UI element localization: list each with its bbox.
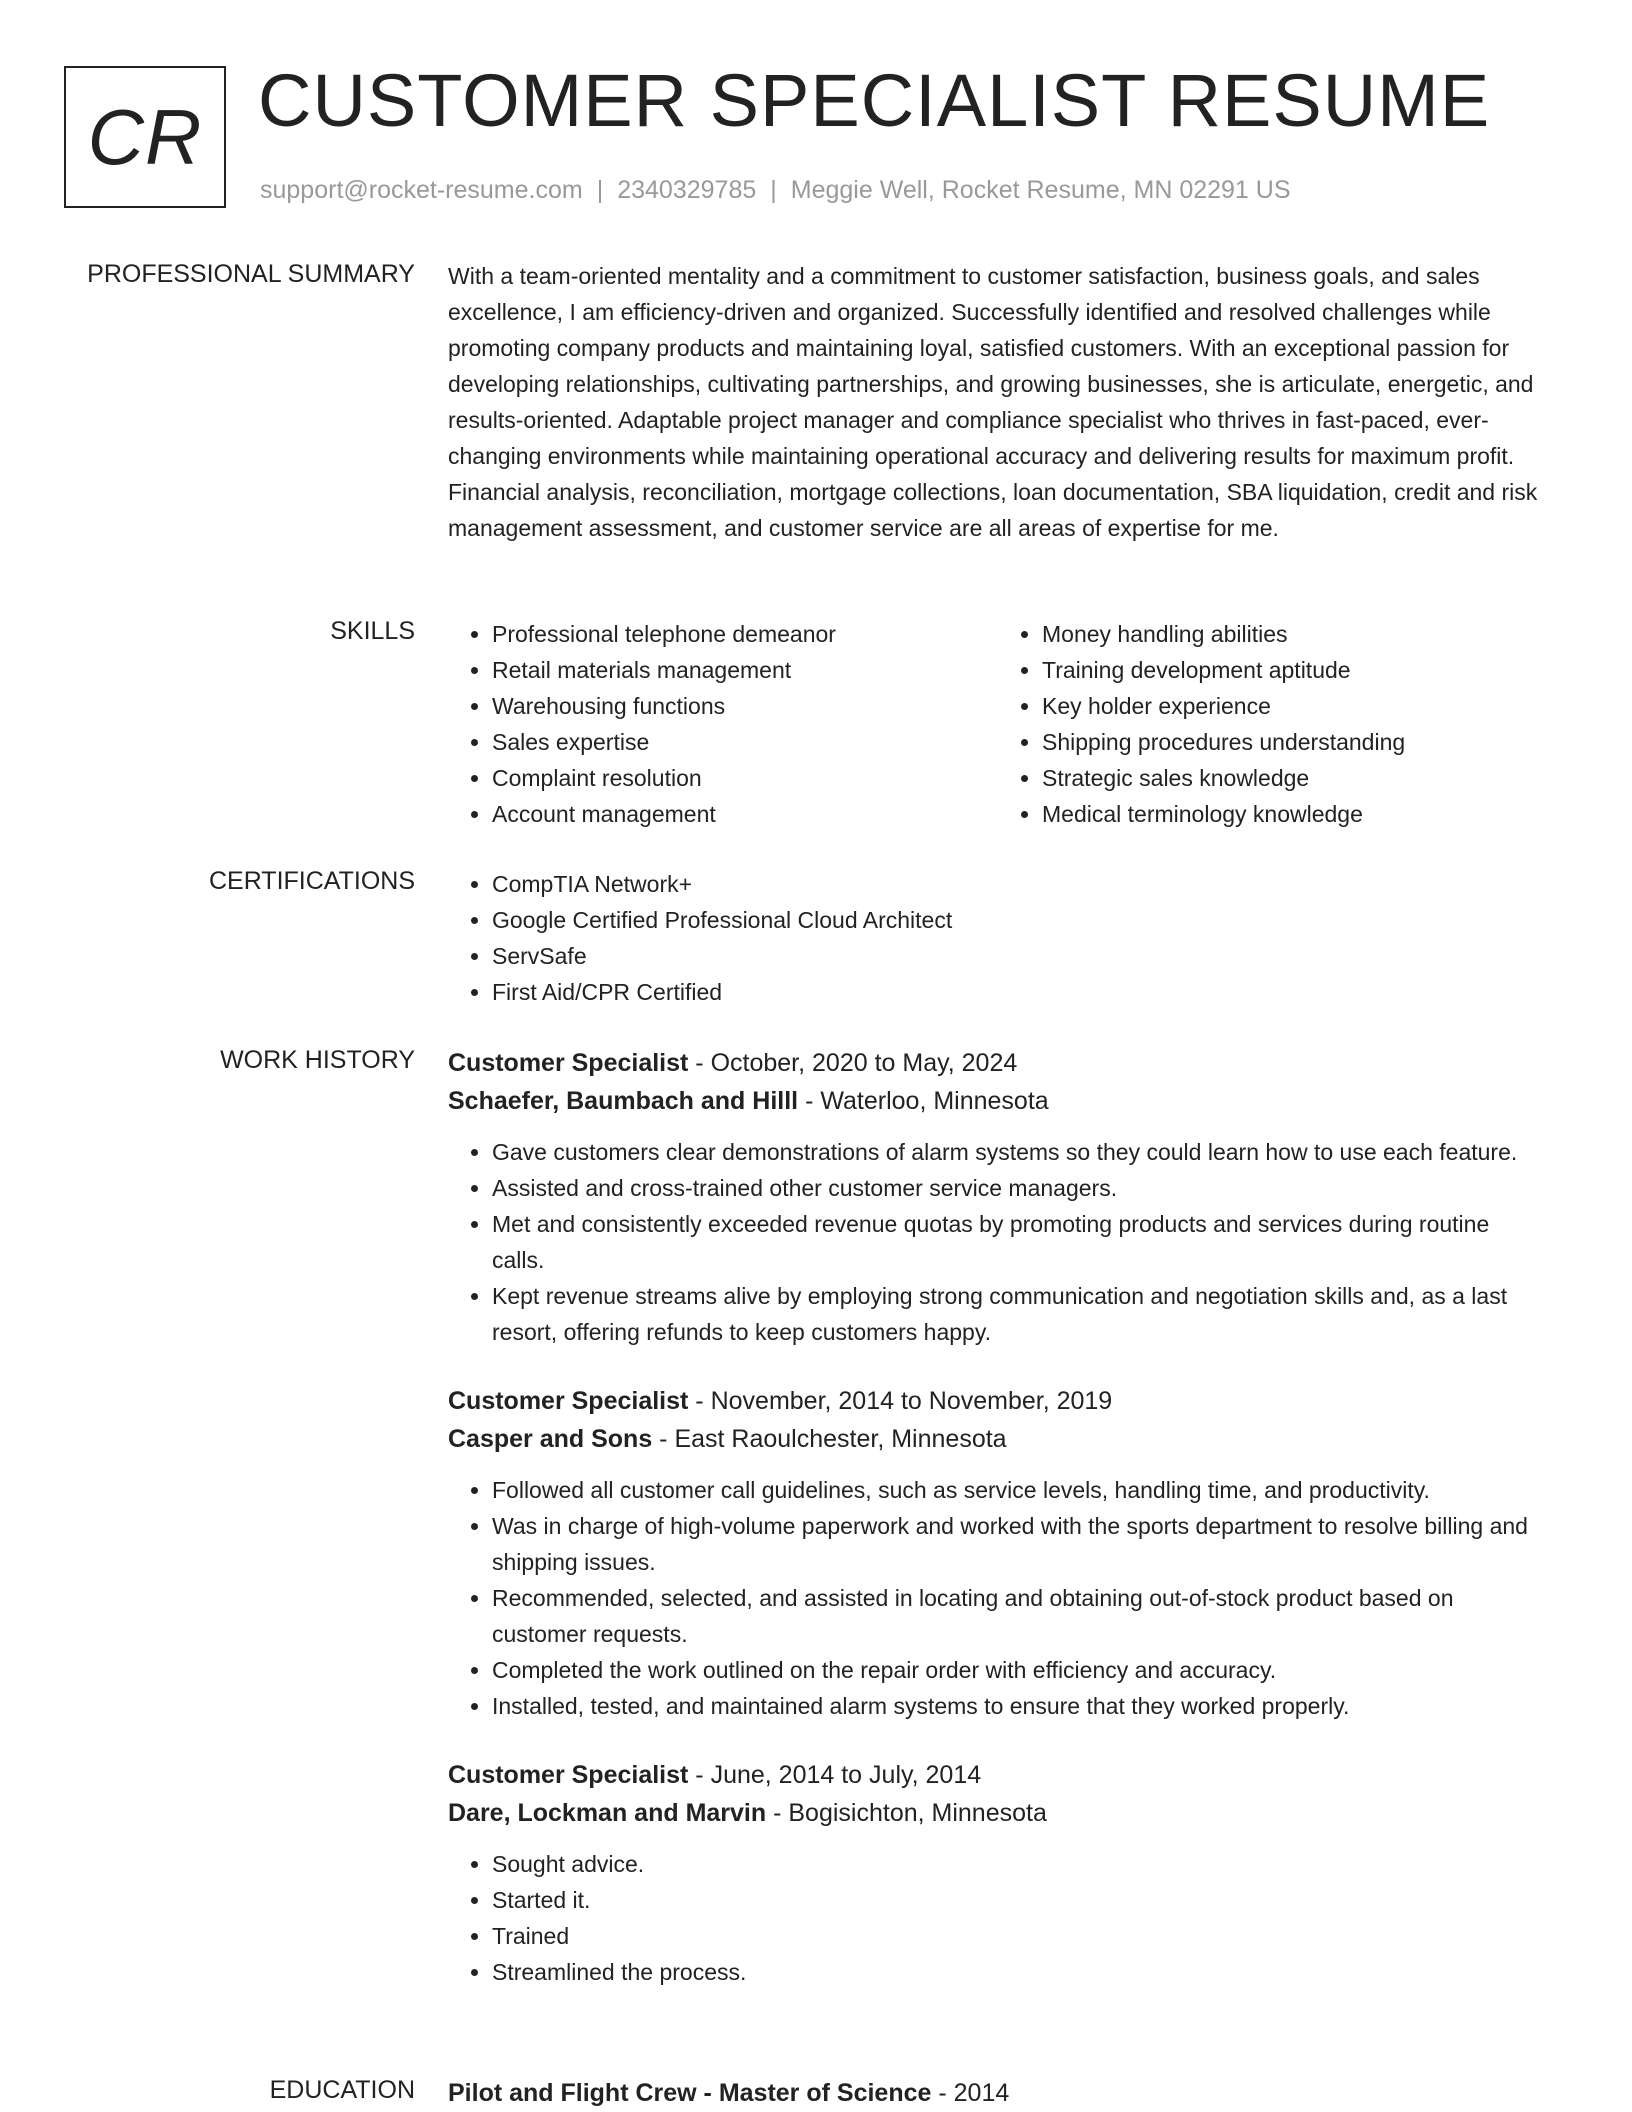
job-company: Dare, Lockman and Marvin [448,1799,767,1827]
certifications-body [448,866,1548,1010]
job-bullet: • Assisted and cross-trained other customer service managers. [492,1170,1548,1206]
contact-phone[interactable]: 2340329785 [617,176,757,204]
job-entry [448,1756,1548,1990]
job-bullet: • Was in charge of high-volume paperwork and worked with the sports department to resolve billing and shipping issues. [492,1508,1548,1580]
skill-item: • Shipping procedures understanding [1042,724,1548,760]
resume-title: CUSTOMER SPECIALIST RESUME [258,59,1491,142]
job-location: - East Raoulchester, Minnesota [652,1425,1007,1453]
certification-item: • ServSafe [492,938,1548,974]
monogram-text: CR [87,92,203,181]
contact-separator: | [596,176,604,204]
job-entry [448,1382,1548,1724]
skill-item: • Warehousing functions [492,688,998,724]
job-title: Customer Specialist [448,1761,689,1789]
job-company: Casper and Sons [448,1425,653,1453]
section-label-certifications: CERTIFICATIONS [208,867,415,895]
skill-item: • Retail materials management [492,652,998,688]
skills-list-left [448,616,998,832]
summary-text: With a team-oriented mentality and a commitment to customer satisfaction, business goals, and sales excellence, I am efficiency-driven and organized. Successfully identified and resolved challenges while promoting company products and maintaining loyal, satisfied customers. With an exceptional passion for developing relationships, cultivating partnerships, and growing businesses, she is articulate, energetic, and results-oriented. Adaptable project manager and compliance specialist who thrives in fast-paced, ever-changing environments while maintaining operational accuracy and delivering results for maximum profit. Financial analysis, reconciliation, mortgage collections, loan documentation, SBA liquidation, credit and risk management assessment, and customer service are all areas of expertise for me. [448,263,1538,541]
job-bullet: • Started it. [492,1882,1548,1918]
monogram-badge [64,66,226,208]
certification-item: • CompTIA Network+ [492,866,1548,902]
contact-line [260,176,1291,205]
job-entry [448,1044,1548,1350]
job-title: Customer Specialist [448,1387,689,1415]
job-bullet: • Sought advice. [492,1846,1548,1882]
contact-email[interactable]: support@rocket-resume.com [260,176,583,204]
job-bullet-list [448,1134,1548,1350]
job-bullet: • Followed all customer call guidelines, such as service levels, handling time, and productivity. [492,1472,1548,1508]
skill-item: • Training development aptitude [1042,652,1548,688]
job-dates: - October, 2020 to May, 2024 [688,1049,1018,1077]
job-company: Schaefer, Baumbach and Hilll [448,1087,799,1115]
skill-item: • Key holder experience [1042,688,1548,724]
job-title-line [448,1756,1548,1794]
job-bullet-list [448,1846,1548,1990]
section-label-work-history: WORK HISTORY [220,1046,415,1074]
contact-address: Meggie Well, Rocket Resume, MN 02291 US [790,176,1291,204]
education-entry [448,2074,1548,2112]
work-history-body [448,1044,1548,2022]
education-year: - 2014 [931,2079,1010,2107]
skill-item: • Professional telephone demeanor [492,616,998,652]
job-company-line [448,1420,1548,1458]
job-bullet-list [448,1472,1548,1724]
skill-item: • Medical terminology knowledge [1042,796,1548,832]
certification-item: • First Aid/CPR Certified [492,974,1548,1010]
skills-list-right [998,616,1548,832]
job-title-line [448,1382,1548,1420]
job-title-line [448,1044,1548,1082]
job-location: - Waterloo, Minnesota [798,1087,1049,1115]
job-bullet: • Recommended, selected, and assisted in locating and obtaining out-of-stock product based on customer requests. [492,1580,1548,1652]
job-bullet: • Installed, tested, and maintained alarm systems to ensure that they worked properly. [492,1688,1548,1724]
job-title: Customer Specialist [448,1049,689,1077]
skills-columns [448,616,1548,832]
skill-item: • Money handling abilities [1042,616,1548,652]
certification-item: • Google Certified Professional Cloud Architect [492,902,1548,938]
skill-item: • Sales expertise [492,724,998,760]
job-dates: - June, 2014 to July, 2014 [688,1761,982,1789]
certifications-list [448,866,1548,1010]
section-label-skills: SKILLS [330,617,415,645]
section-label-summary: PROFESSIONAL SUMMARY [87,260,415,288]
section-label-education: EDUCATION [269,2076,415,2104]
job-bullet: • Completed the work outlined on the repair order with efficiency and accuracy. [492,1652,1548,1688]
skill-item: • Strategic sales knowledge [1042,760,1548,796]
skill-item: • Complaint resolution [492,760,998,796]
job-bullet: • Trained [492,1918,1548,1954]
skill-item: • Account management [492,796,998,832]
job-company-line [448,1082,1548,1120]
job-company-line [448,1794,1548,1832]
education-degree: Pilot and Flight Crew - Master of Science [448,2079,932,2107]
job-bullet: • Met and consistently exceeded revenue quotas by promoting products and services during routine calls. [492,1206,1548,1278]
job-location: - Bogisichton, Minnesota [766,1799,1047,1827]
job-dates: - November, 2014 to November, 2019 [688,1387,1113,1415]
job-bullet: • Gave customers clear demonstrations of alarm systems so they could learn how to use each feature. [492,1134,1548,1170]
contact-separator: | [770,176,777,204]
job-bullet: • Kept revenue streams alive by employing strong communication and negotiation skills and, as a last resort, offering refunds to keep customers happy. [492,1278,1548,1350]
job-bullet: • Streamlined the process. [492,1954,1548,1990]
